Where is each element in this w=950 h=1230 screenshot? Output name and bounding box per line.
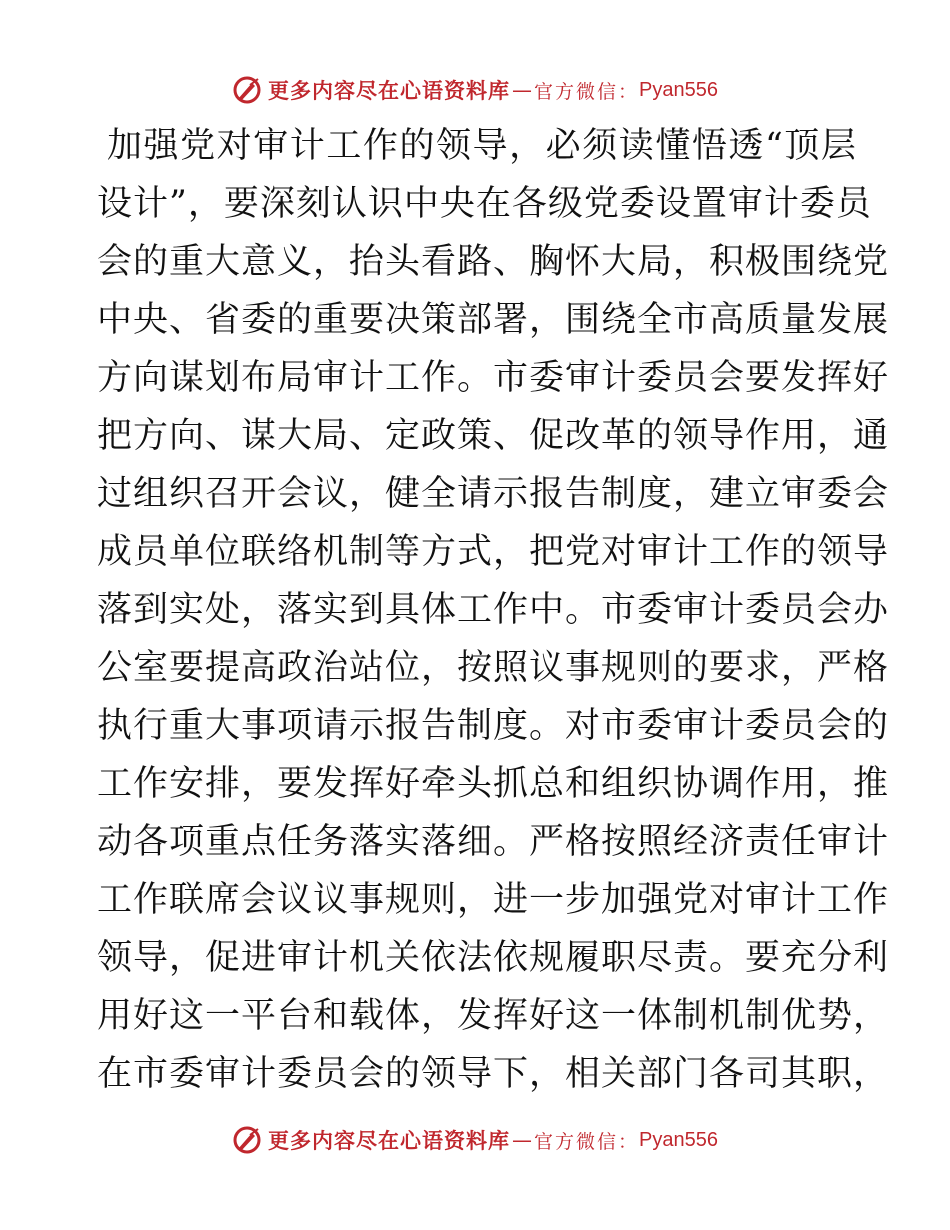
footer-banner <box>0 1120 950 1160</box>
text-line: 过组织召开会议，健全请示报告制度，建立审委会 <box>97 474 890 514</box>
banner-wechat-handle: Pyan556 <box>639 78 718 101</box>
text-line: 在市委审计委员会的领导下，相关部门各司其职， <box>97 1054 890 1094</box>
banner-wechat-handle: Pyan556 <box>639 1128 718 1151</box>
text-line: 成员单位联络机制等方式，把党对审计工作的领导 <box>97 532 890 572</box>
banner-promo-text: 更多内容尽在心语资料库 <box>268 78 510 103</box>
banner-wechat-label: 官方微信： <box>534 80 640 103</box>
text-line: 领导，促进审计机关依法依规履职尽责。要充分利 <box>97 938 890 978</box>
text-line: 执行重大事项请示报告制度。对市委审计委员会的 <box>97 706 890 746</box>
text-line: 工作安排，要发挥好牵头抓总和组织协调作用，推 <box>97 764 890 804</box>
text-line: 方向谋划布局审计工作。市委审计委员会要发挥好 <box>97 358 890 398</box>
quill-logo-icon <box>232 1125 262 1155</box>
banner-promo-text: 更多内容尽在心语资料库 <box>268 1128 510 1153</box>
header-banner <box>0 70 950 110</box>
text-line: 落到实处，落实到具体工作中。市委审计委员会办 <box>97 590 890 630</box>
document-body <box>97 117 890 1103</box>
text-line: 会的重大意义，抬头看路、胸怀大局，积极围绕党 <box>97 242 890 282</box>
banner-dash: — <box>512 78 532 102</box>
text-line: 公室要提高政治站位，按照议事规则的要求，严格 <box>97 648 890 688</box>
text-line: 设计”，要深刻认识中央在各级党委设置审计委员 <box>97 184 872 224</box>
quill-logo-icon <box>232 75 262 105</box>
text-line: 加强党对审计工作的领导，必须读懂悟透“顶层 <box>107 126 857 166</box>
banner-wechat-label: 官方微信： <box>534 1130 640 1153</box>
text-line: 中央、省委的重要决策部署，围绕全市高质量发展 <box>97 300 890 340</box>
text-line: 用好这一平台和载体，发挥好这一体制机制优势， <box>97 996 890 1036</box>
text-line: 把方向、谋大局、定政策、促改革的领导作用，通 <box>97 416 890 456</box>
text-line: 动各项重点任务落实落细。严格按照经济责任审计 <box>97 822 890 862</box>
text-line: 工作联席会议议事规则，进一步加强党对审计工作 <box>97 880 890 920</box>
banner-dash: — <box>512 1128 532 1152</box>
